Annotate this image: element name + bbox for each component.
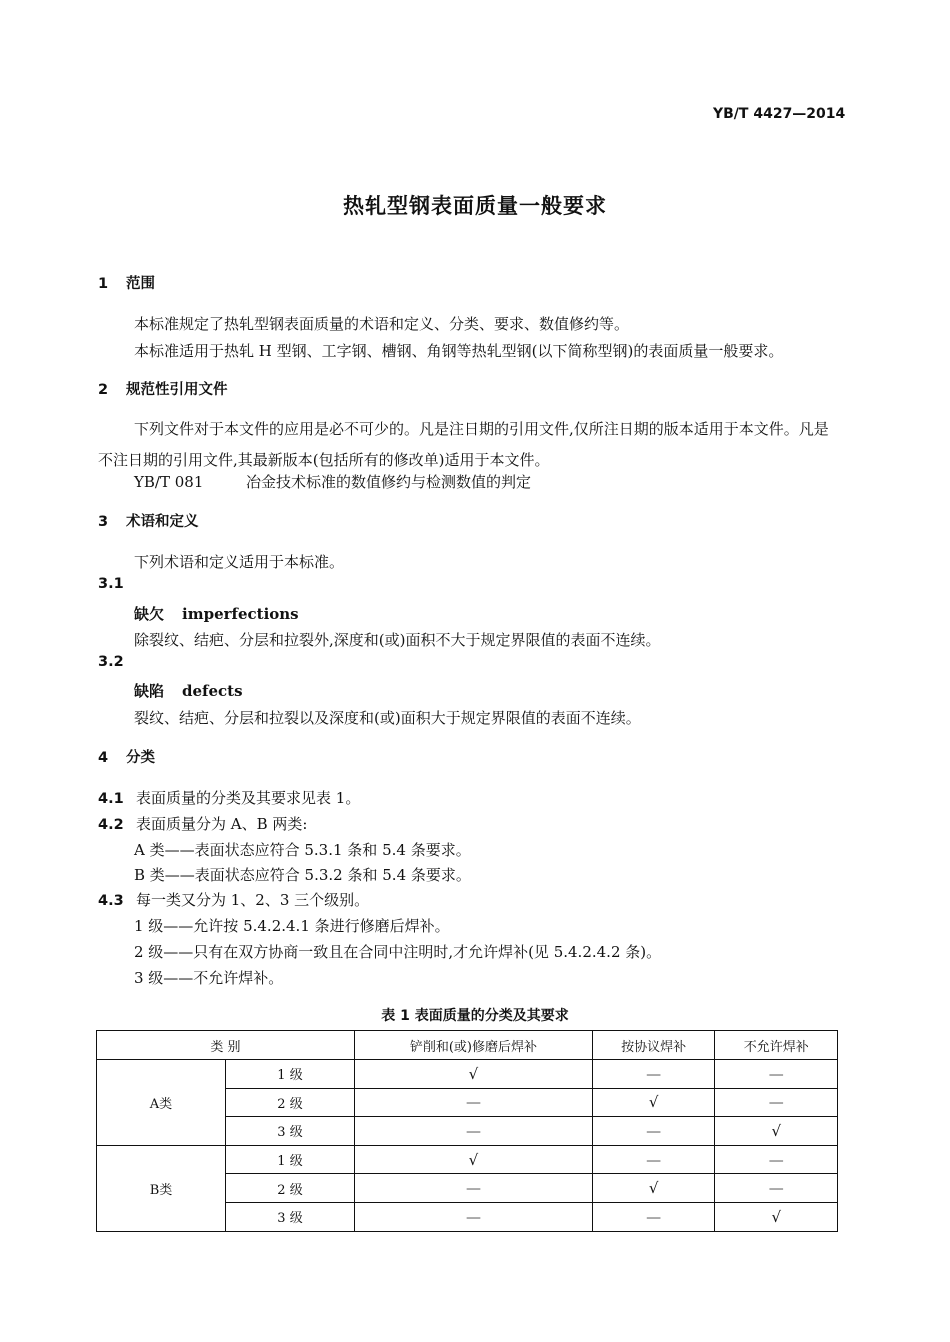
header-category: 类 别 [97,1031,355,1060]
mark-cell: √ [355,1060,593,1089]
grade-3-description: 3 级——不允许焊补。 [134,969,284,987]
clause-text: 表面质量的分类及其要求见表 1。 [136,789,361,807]
grade-cell: 2 级 [226,1174,355,1203]
reference-entry [134,471,531,492]
term-en: defects [182,682,243,700]
term-3-2 [134,680,243,701]
class-label: B类 [97,1145,226,1231]
mark-cell: √ [355,1145,593,1174]
grade-cell: 3 级 [226,1117,355,1146]
mark-cell: √ [592,1174,715,1203]
mark-cell: — [592,1060,715,1089]
section-number: 2 [98,382,109,398]
mark-cell: — [715,1174,838,1203]
grade-cell: 2 级 [226,1088,355,1117]
header-no-welding: 不允许焊补 [715,1031,838,1060]
class-label: A类 [97,1060,226,1146]
document-title: 热轧型钢表面质量一般要求 [343,194,607,218]
class-b-description: B 类——表面状态应符合 5.3.2 条和 5.4 条要求。 [134,866,471,884]
term-3-1-number: 3.1 [98,576,124,592]
grade-1-description: 1 级——允许按 5.4.2.4.1 条进行修磨后焊补。 [134,917,450,935]
grade-cell: 3 级 [226,1202,355,1231]
section-title: 规范性引用文件 [126,382,228,398]
term-3-2-definition: 裂纹、结疤、分层和拉裂以及深度和(或)面积大于规定界限值的表面不连续。 [134,709,641,727]
term-3-1 [134,603,299,624]
mark-cell: √ [715,1117,838,1146]
header-weld-by-agreement: 按协议焊补 [592,1031,715,1060]
term-en: imperfections [182,605,299,623]
section-1-heading [98,272,155,293]
mark-cell: — [592,1202,715,1231]
scope-paragraph-2: 本标准适用于热轧 H 型钢、工字钢、槽钢、角钢等热轧型钢(以下简称型钢)的表面质量一般要求。 [134,342,784,360]
section-2-heading [98,378,228,399]
mark-cell: — [355,1202,593,1231]
clause-number: 4.3 [98,893,124,909]
reference-title: 冶金技术标准的数值修约与检测数值的判定 [246,473,532,491]
table-row [97,1060,838,1089]
term-zh: 缺陷 [134,682,165,700]
clause-number: 4.2 [98,817,124,833]
grade-cell: 1 级 [226,1145,355,1174]
table-header-row [97,1031,838,1060]
term-3-2-number: 3.2 [98,654,124,670]
surface-quality-table [96,1030,838,1232]
section-number: 1 [98,276,109,292]
mark-cell: √ [715,1202,838,1231]
mark-cell: — [592,1145,715,1174]
term-zh: 缺欠 [134,605,165,623]
clause-text: 每一类又分为 1、2、3 三个级别。 [136,891,370,909]
grade-cell: 1 级 [226,1060,355,1089]
mark-cell: — [355,1174,593,1203]
normative-references-paragraph: 下列文件对于本文件的应用是必不可少的。凡是注日期的引用文件,仅所注日期的版本适用于本文件。凡是不注日期的引用文件,其最新版本(包括所有的修改单)适用于本文件。 [98,420,829,469]
section-title: 术语和定义 [126,514,199,530]
reference-number: YB/T 081 [134,473,204,491]
clause-4-2 [98,813,307,834]
clause-number: 4.1 [98,791,124,807]
section-title: 分类 [126,750,155,766]
section-number: 3 [98,514,109,530]
mark-cell: — [715,1088,838,1117]
mark-cell: — [715,1145,838,1174]
section-number: 4 [98,750,109,766]
section-4-heading [98,746,155,767]
mark-cell: — [355,1117,593,1146]
section-title: 范围 [126,276,155,292]
class-a-description: A 类——表面状态应符合 5.3.1 条和 5.4 条要求。 [134,841,471,859]
standard-number: YB/T 4427—2014 [713,106,846,122]
mark-cell: — [355,1088,593,1117]
terms-intro: 下列术语和定义适用于本标准。 [134,553,345,571]
mark-cell: — [715,1060,838,1089]
term-3-1-definition: 除裂纹、结疤、分层和拉裂外,深度和(或)面积不大于规定界限值的表面不连续。 [134,631,661,649]
mark-cell: √ [592,1088,715,1117]
grade-2-description: 2 级——只有在双方协商一致且在合同中注明时,才允许焊补(见 5.4.2.4.2 条)。 [134,943,662,961]
clause-4-3 [98,889,369,910]
section-3-heading [98,510,199,531]
clause-text: 表面质量分为 A、B 两类: [136,815,308,833]
clause-4-1 [98,787,360,808]
header-weld-after-grinding: 铲削和(或)修磨后焊补 [355,1031,593,1060]
scope-paragraph-1: 本标准规定了热轧型钢表面质量的术语和定义、分类、要求、数值修约等。 [134,315,630,333]
mark-cell: — [592,1117,715,1146]
table-row [97,1145,838,1174]
table-caption: 表 1 表面质量的分类及其要求 [381,1008,569,1024]
